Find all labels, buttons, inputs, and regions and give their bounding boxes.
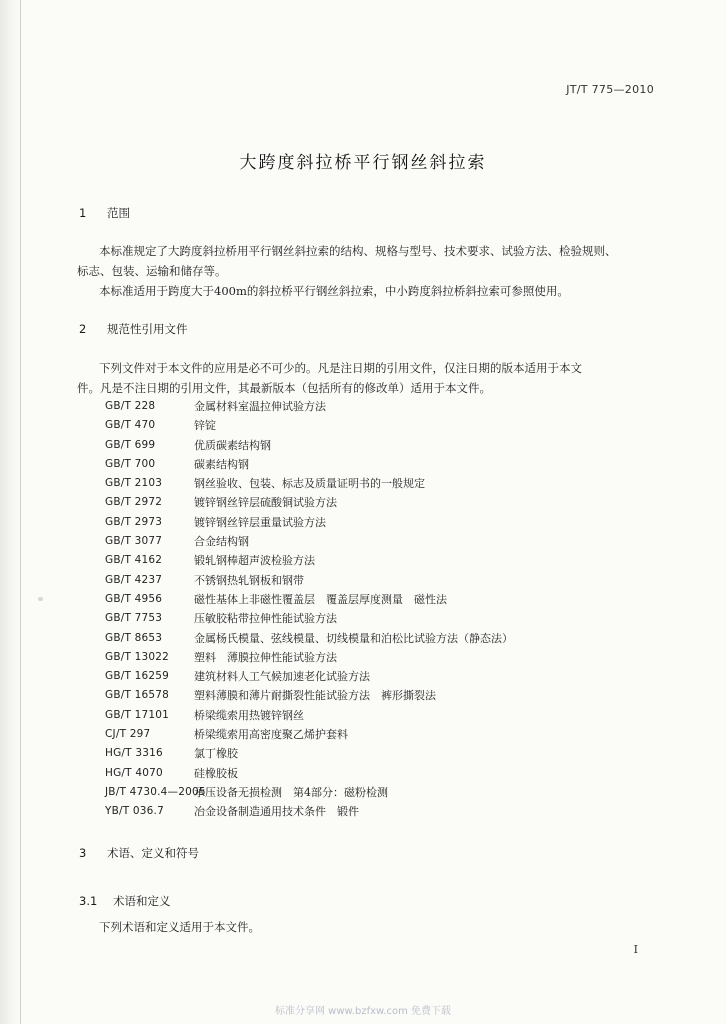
section-number: 3.1: [79, 894, 98, 908]
reference-row: [77, 648, 657, 667]
reference-title: 不锈钢热轧钢板和钢带: [194, 573, 304, 587]
section-2-heading: [79, 321, 188, 337]
section-1-paragraph-1: [77, 241, 657, 281]
section-heading-text: 术语、定义和符号: [107, 846, 199, 860]
reference-title: 硅橡胶板: [194, 766, 238, 780]
section-heading-text: 范围: [107, 206, 130, 220]
reference-row: [77, 667, 657, 686]
reference-row: [77, 397, 657, 416]
reference-code: GB/T 2973: [105, 515, 163, 528]
reference-row: [77, 802, 657, 821]
reference-row: [77, 474, 657, 493]
reference-row: [77, 764, 657, 783]
reference-title: 锻轧钢棒超声波检验方法: [194, 554, 315, 568]
reference-title: 塑料 薄膜拉伸性能试验方法: [194, 650, 337, 664]
section-1-heading: [79, 205, 130, 221]
reference-row: [77, 590, 657, 609]
reference-title: 承压设备无损检测 第4部分：磁粉检测: [194, 785, 388, 799]
reference-title: 钢丝验收、包装、标志及质量证明书的一般规定: [194, 477, 425, 491]
section-3-heading: [79, 845, 199, 861]
reference-code: GB/T 2972: [105, 496, 163, 509]
reference-title: 冶金设备制造通用技术条件 锻件: [194, 805, 359, 819]
scan-speck: [38, 597, 43, 601]
reference-title: 金属杨氏模量、弦线模量、切线模量和泊松比试验方法（静态法）: [194, 631, 513, 645]
reference-code: GB/T 4237: [105, 573, 163, 586]
reference-code: GB/T 470: [105, 419, 156, 432]
section-3-1-heading: [79, 893, 171, 909]
reference-title: 桥梁缆索用高密度聚乙烯护套料: [194, 728, 348, 742]
reference-title: 优质碳素结构钢: [194, 438, 271, 452]
reference-row: [77, 416, 657, 435]
footer-watermark-text: 标准分享网 www.bzfxw.com 免费下载: [275, 1006, 451, 1017]
reference-code: GB/T 4956: [105, 592, 163, 605]
reference-row: [77, 686, 657, 705]
paragraph-line: 下列文件对于本文件的应用是必不可少的。凡是注日期的引用文件，仅注日期的版本适用于本文: [99, 361, 582, 375]
reference-code: HG/T 3316: [105, 747, 163, 760]
reference-title: 桥梁缆索用热镀锌钢丝: [194, 708, 304, 722]
reference-code: JB/T 4730.4—2005: [105, 785, 206, 798]
reference-code: GB/T 2103: [105, 477, 163, 490]
reference-row: [77, 609, 657, 628]
reference-code: GB/T 699: [105, 438, 156, 451]
reference-row: [77, 783, 657, 802]
reference-code: GB/T 16578: [105, 689, 170, 702]
page-number: I: [633, 943, 638, 956]
reference-title: 碳素结构钢: [194, 457, 249, 471]
reference-code: YB/T 036.7: [105, 805, 164, 818]
reference-code: GB/T 8653: [105, 631, 163, 644]
reference-row: [77, 725, 657, 744]
paragraph-line: 件。凡是不注日期的引用文件，其最新版本（包括所有的修改单）适用于本文件。: [77, 381, 491, 395]
reference-code: HG/T 4070: [105, 766, 163, 779]
reference-row: [77, 493, 657, 512]
section-number: 1: [79, 206, 87, 220]
reference-code: GB/T 7753: [105, 612, 163, 625]
paragraph-line: 下列术语和定义适用于本文件。: [99, 920, 260, 934]
section-number: 2: [79, 322, 87, 336]
reference-title: 氯丁橡胶: [194, 747, 238, 761]
reference-code: GB/T 3077: [105, 535, 163, 548]
reference-title: 镀锌钢丝锌层重量试验方法: [194, 515, 326, 529]
reference-title: 磁性基体上非磁性覆盖层 覆盖层厚度测量 磁性法: [194, 592, 447, 606]
reference-code: GB/T 16259: [105, 670, 170, 683]
reference-title: 镀锌钢丝锌层硫酸铜试验方法: [194, 496, 337, 510]
section-3-1-paragraph: [77, 917, 657, 937]
reference-row: [77, 706, 657, 725]
reference-title: 合金结构钢: [194, 535, 249, 549]
reference-title: 压敏胶粘带拉伸性能试验方法: [194, 612, 337, 626]
reference-row: [77, 571, 657, 590]
paragraph-line: 标志、包装、运输和储存等。: [77, 264, 227, 278]
section-number: 3: [79, 846, 87, 860]
section-heading-text: 规范性引用文件: [107, 322, 188, 336]
reference-code: CJ/T 297: [105, 728, 151, 741]
reference-row: [77, 436, 657, 455]
reference-row: [77, 532, 657, 551]
reference-title: 金属材料室温拉伸试验方法: [194, 400, 326, 413]
section-heading-text: 术语和定义: [113, 894, 171, 908]
reference-title: 建筑材料人工气候加速老化试验方法: [194, 670, 370, 684]
paragraph-line: 本标准规定了大跨度斜拉桥用平行钢丝斜拉索的结构、规格与型号、技术要求、试验方法、检验规则、: [99, 244, 617, 258]
reference-row: [77, 551, 657, 570]
reference-title: 塑料薄膜和薄片耐撕裂性能试验方法 裤形撕裂法: [194, 689, 436, 703]
document-title: 大跨度斜拉桥平行钢丝斜拉索: [239, 153, 487, 173]
reference-row: [77, 629, 657, 648]
normative-references-list: [77, 397, 657, 822]
reference-code: GB/T 700: [105, 457, 156, 470]
reference-row: [77, 455, 657, 474]
reference-row: [77, 513, 657, 532]
reference-row: [77, 744, 657, 763]
reference-code: GB/T 4162: [105, 554, 163, 567]
reference-code: GB/T 17101: [105, 708, 170, 721]
paragraph-line: 本标准适用于跨度大于400m的斜拉桥平行钢丝斜拉索，中小跨度斜拉桥斜拉索可参照使用。: [99, 284, 569, 298]
reference-title: 锌锭: [194, 419, 216, 433]
document-code: JT/T 775—2010: [566, 83, 654, 96]
reference-code: GB/T 228: [105, 400, 156, 412]
section-2-intro: [77, 358, 657, 398]
section-1-paragraph-2: [77, 281, 657, 301]
reference-code: GB/T 13022: [105, 650, 170, 663]
